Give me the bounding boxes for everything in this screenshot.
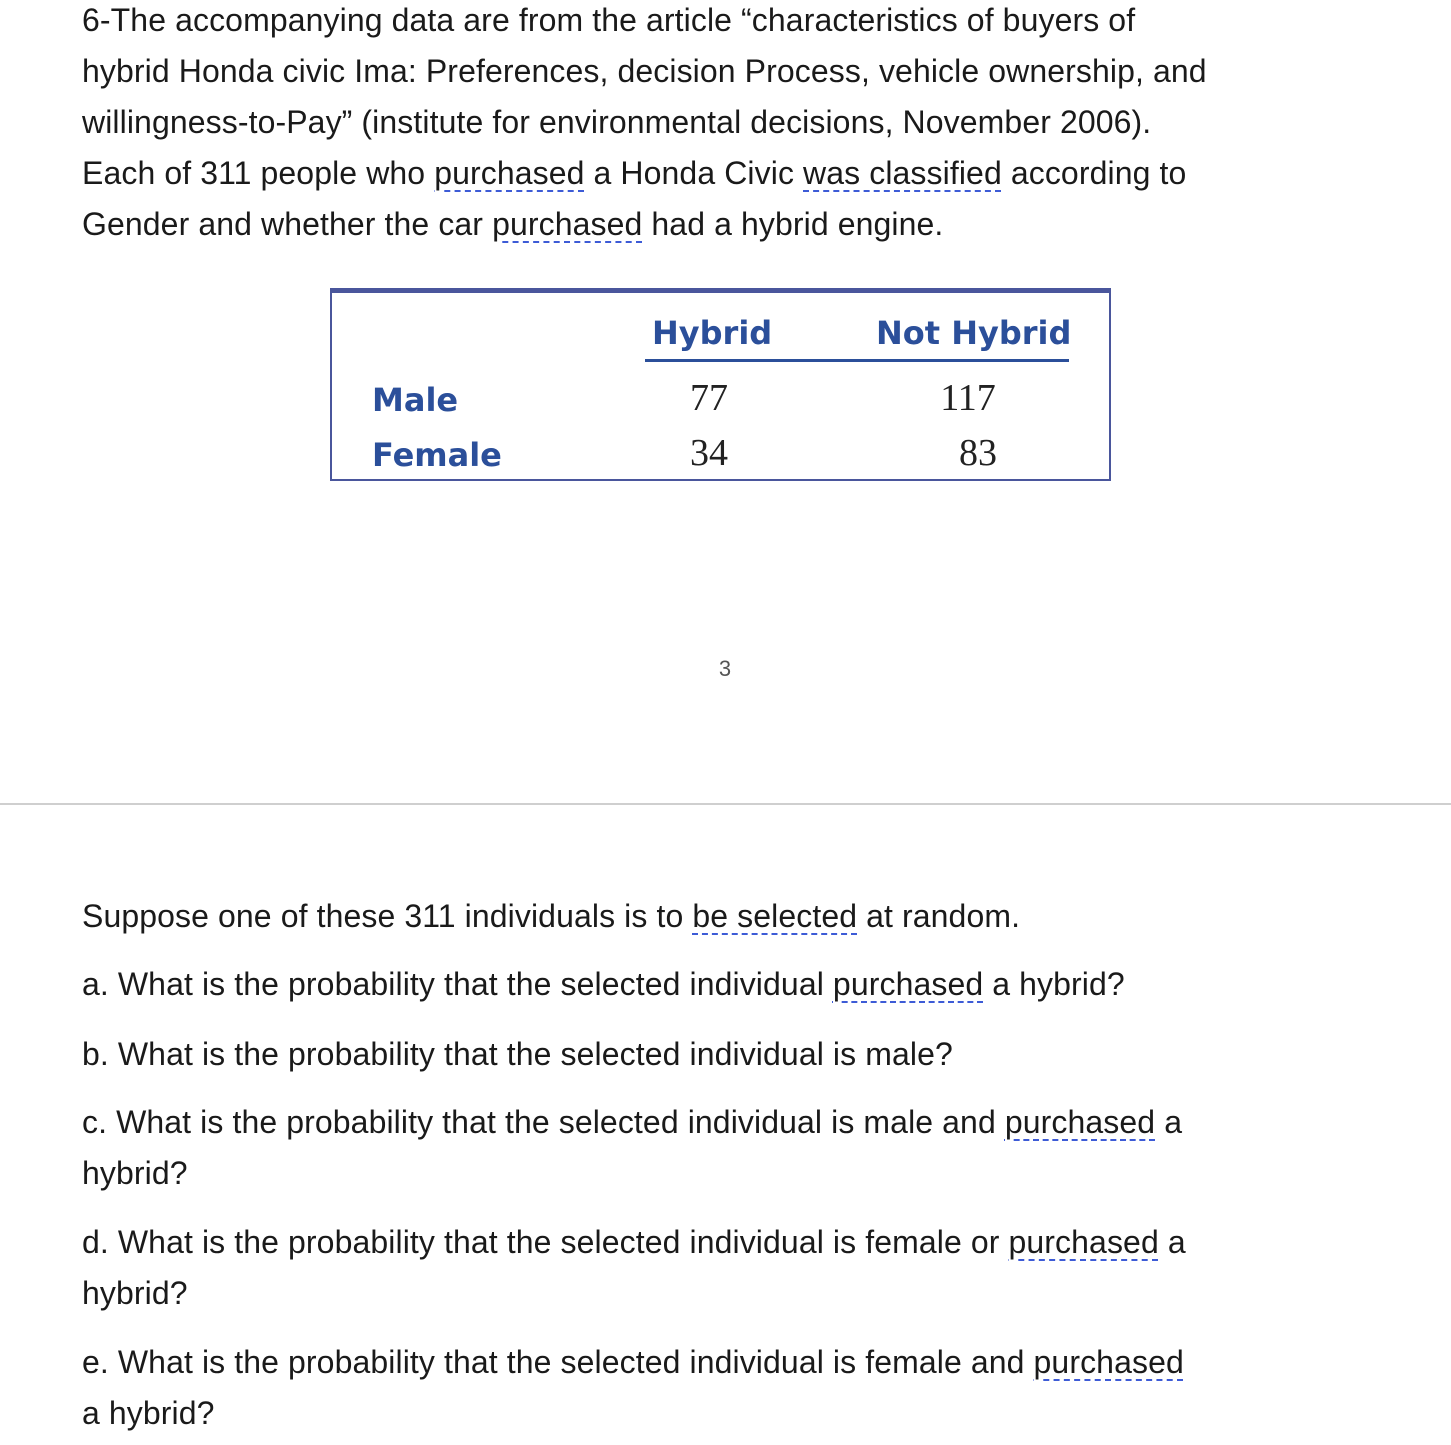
intro-line-2: hybrid Honda civic Ima: Preferences, decision Process, vehicle ownership, and bbox=[82, 53, 1207, 89]
intro-line-4 bbox=[82, 153, 1186, 193]
text-run: Gender and whether the car bbox=[82, 206, 493, 242]
question-b: b. What is the probability that the selected individual is male? bbox=[82, 1036, 953, 1072]
question-c bbox=[82, 1102, 1182, 1142]
text-run: d. What is the probability that the selected individual is female or bbox=[82, 1224, 1009, 1260]
page-break bbox=[0, 803, 1451, 805]
row-label-male: Male bbox=[372, 381, 459, 419]
text-run: Each of 311 people who bbox=[82, 155, 435, 191]
grammar-flag[interactable]: purchased bbox=[1008, 1224, 1159, 1260]
text-run: a Honda Civic bbox=[584, 155, 804, 191]
header-rule bbox=[645, 359, 1069, 362]
question-e bbox=[82, 1342, 1184, 1382]
intro-line-3: willingness-to-Pay” (institute for environmental decisions, November 2006). bbox=[82, 104, 1152, 140]
grammar-flag[interactable]: purchased bbox=[832, 966, 984, 1002]
grammar-flag[interactable]: purchased bbox=[434, 155, 585, 191]
intro-line-1: 6-The accompanying data are from the article “characteristics of buyers of bbox=[82, 2, 1136, 38]
cell-male-not-hybrid: 117 bbox=[940, 377, 996, 419]
grammar-flag[interactable]: be selected bbox=[692, 898, 858, 934]
grammar-flag[interactable]: purchased bbox=[1033, 1344, 1184, 1380]
text-run: a bbox=[1158, 1224, 1186, 1260]
cell-male-hybrid: 77 bbox=[690, 377, 728, 419]
text-run: Suppose one of these 311 individuals is to bbox=[82, 898, 693, 934]
question-a bbox=[82, 964, 1125, 1004]
text-run: e. What is the probability that the selected individual is female and bbox=[82, 1344, 1034, 1380]
grammar-flag[interactable]: was classified bbox=[803, 155, 1002, 191]
text-run: c. What is the probability that the selected individual is male and bbox=[82, 1104, 1005, 1140]
question-lead bbox=[82, 896, 1020, 936]
cell-female-not-hybrid: 83 bbox=[959, 432, 997, 474]
column-header-hybrid: Hybrid bbox=[652, 314, 773, 352]
contingency-table bbox=[330, 288, 1111, 481]
row-label-female: Female bbox=[372, 436, 502, 474]
question-c-continued: hybrid? bbox=[82, 1155, 188, 1191]
text-run: a hybrid? bbox=[983, 966, 1125, 1002]
question-e-continued: a hybrid? bbox=[82, 1395, 215, 1431]
page-number: 3 bbox=[718, 656, 732, 681]
question-d bbox=[82, 1222, 1186, 1262]
question-d-continued: hybrid? bbox=[82, 1275, 188, 1311]
text-run: a. What is the probability that the selected individual bbox=[82, 966, 833, 1002]
text-run: a bbox=[1155, 1104, 1183, 1140]
text-run: at random. bbox=[857, 898, 1021, 934]
intro-line-5 bbox=[82, 204, 943, 244]
column-header-not-hybrid: Not Hybrid bbox=[876, 314, 1072, 352]
text-run: had a hybrid engine. bbox=[642, 206, 944, 242]
cell-female-hybrid: 34 bbox=[690, 432, 728, 474]
grammar-flag[interactable]: purchased bbox=[492, 206, 643, 242]
text-run: according to bbox=[1001, 155, 1187, 191]
grammar-flag[interactable]: purchased bbox=[1004, 1104, 1156, 1140]
